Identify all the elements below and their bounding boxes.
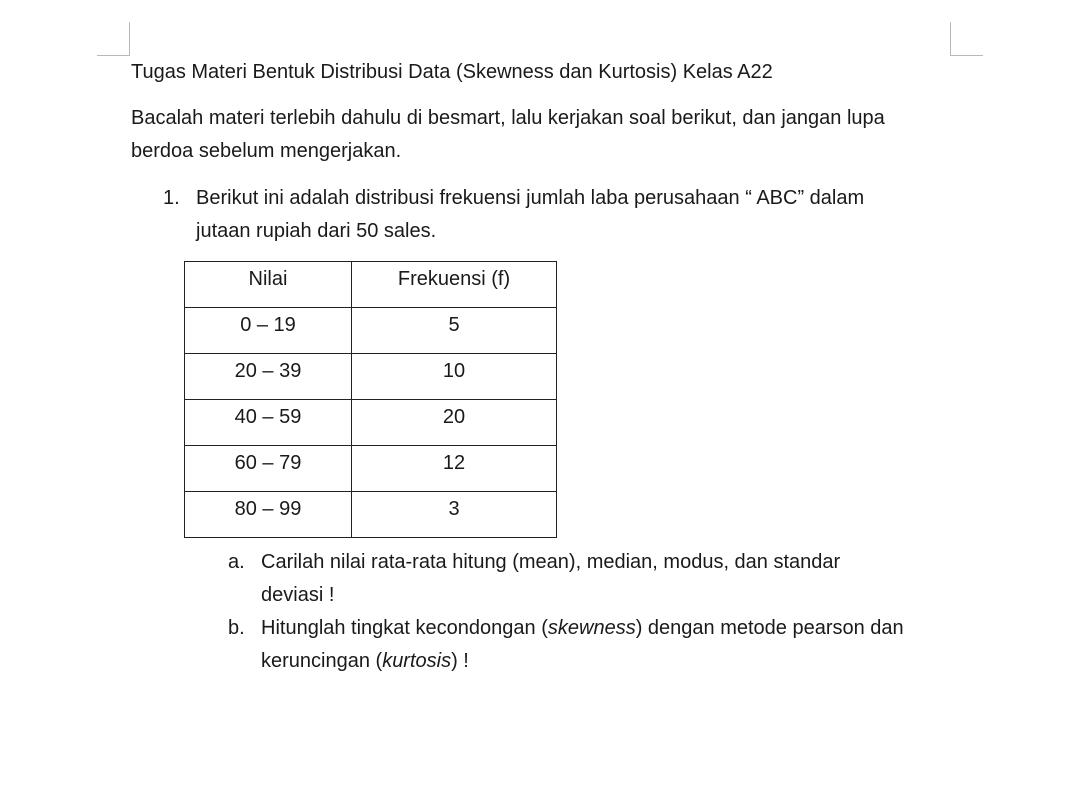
table-row — [185, 308, 557, 354]
cell-nilai: 0 – 19 — [185, 308, 352, 354]
text-run: ) ! — [451, 650, 469, 672]
table-header-row — [185, 262, 557, 308]
cell-nilai: 80 – 99 — [185, 492, 352, 538]
subquestion-b-line-1 — [261, 612, 904, 645]
table-row — [185, 492, 557, 538]
subquestion-a-line: Carilah nilai rata-rata hitung (mean), median, modus, dan standar — [261, 551, 841, 573]
cell-frekuensi: 5 — [352, 308, 557, 354]
margin-corner-top-left — [97, 22, 130, 56]
cell-nilai: 60 – 79 — [185, 446, 352, 492]
subquestion-a-line: deviasi ! — [261, 584, 335, 606]
intro-paragraph — [131, 102, 885, 168]
table-row — [185, 354, 557, 400]
kurtosis-term: kurtosis — [382, 650, 452, 672]
question-text — [196, 182, 864, 248]
intro-line: Bacalah materi terlebih dahulu di besmart, lalu kerjakan soal berikut, dan jangan lupa — [131, 107, 885, 129]
skewness-term: skewness — [547, 617, 636, 639]
text-run: Hitunglah tingkat kecondongan ( — [261, 617, 548, 639]
cell-frekuensi: 3 — [352, 492, 557, 538]
table-row — [185, 400, 557, 446]
subquestion-b-text — [261, 612, 904, 678]
margin-corner-top-right — [950, 22, 983, 56]
header-frekuensi: Frekuensi (f) — [352, 262, 557, 308]
subquestion-b-marker: b. — [228, 617, 245, 639]
cell-nilai: 40 – 59 — [185, 400, 352, 446]
text-run: ) dengan metode pearson dan — [635, 617, 904, 639]
frequency-table — [184, 261, 557, 538]
subquestion-a-text — [261, 546, 840, 612]
subquestion-a-marker: a. — [228, 551, 245, 573]
cell-frekuensi: 12 — [352, 446, 557, 492]
intro-line: berdoa sebelum mengerjakan. — [131, 140, 402, 162]
question-line: Berikut ini adalah distribusi frekuensi jumlah laba perusahaan “ ABC” dalam — [196, 187, 865, 209]
cell-frekuensi: 20 — [352, 400, 557, 446]
question-line: jutaan rupiah dari 50 sales. — [196, 220, 437, 242]
table-row — [185, 446, 557, 492]
question-number: 1. — [163, 187, 180, 209]
header-nilai: Nilai — [185, 262, 352, 308]
document-title: Tugas Materi Bentuk Distribusi Data (Skewness dan Kurtosis) Kelas A22 — [131, 61, 773, 83]
cell-frekuensi: 10 — [352, 354, 557, 400]
text-run: keruncingan ( — [261, 650, 383, 672]
subquestion-b-line-2 — [261, 645, 904, 678]
cell-nilai: 20 – 39 — [185, 354, 352, 400]
